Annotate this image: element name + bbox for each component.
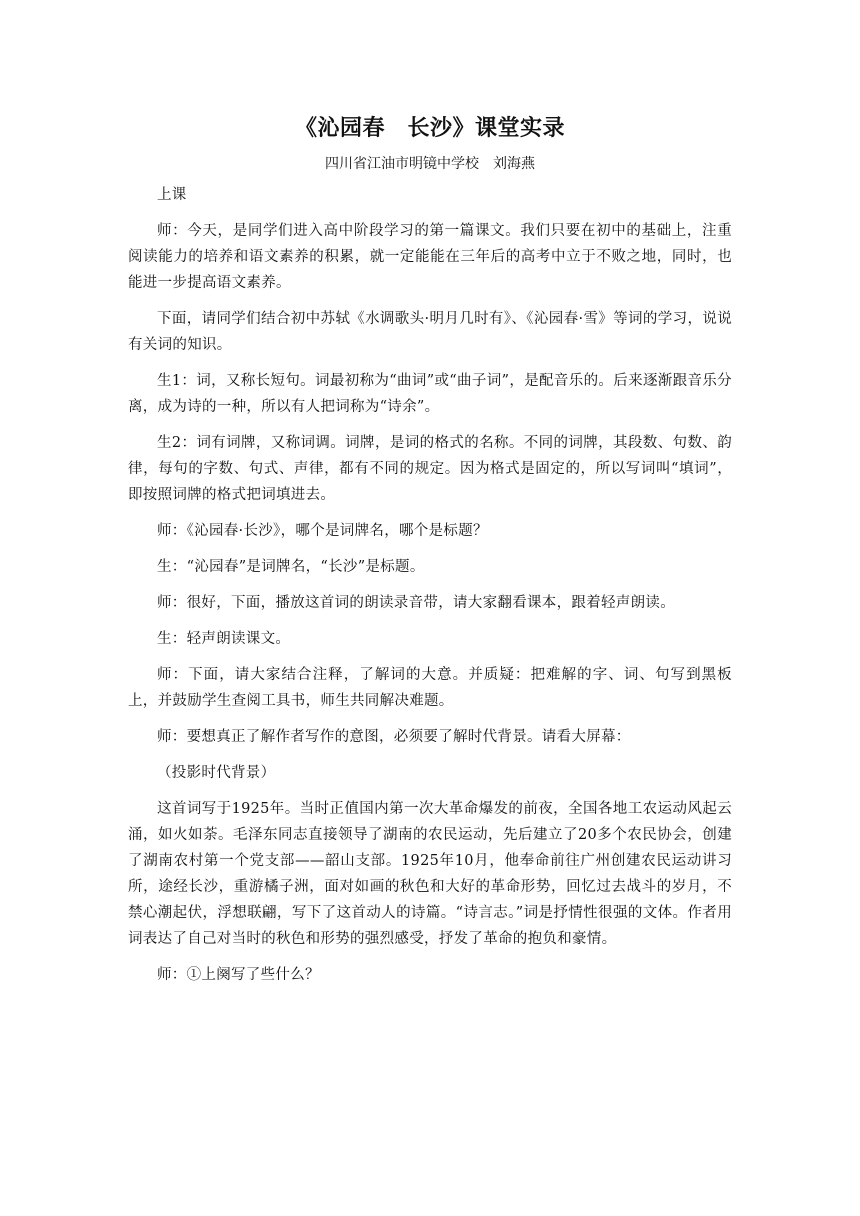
paragraph-teacher-question: 师：《沁园春·长沙》，哪个是词牌名，哪个是标题？ — [157, 523, 488, 539]
paragraph-teacher-upper-stanza: 师：①上阕写了些什么？ — [157, 967, 320, 983]
paragraph-historical-background: 这首词写于1925年。当时正值国内第一次大革命爆发的前夜，全国各地工农运动风起云涌，如火如荼。毛泽东同志直接领导了湖南的农民运动，先后建立了20多个农民协会，创建了湖南农村第一个党支部——韶山支部。1925年10月，他奉命前往广州创建农民运动讲习所，途经长沙，重游橘子洲，面对如画的秋色和大好的革命形势，回忆过去战斗的岁月，不禁心潮起伏，浮想联翩，写下了这首动人的诗篇。“诗言志。”词是抒情性很强的文体。作者用词表达了自己对当时的秋色和形势的强烈感受，抒发了革命的抱负和豪情。 — [128, 801, 732, 947]
paragraph-student-2: 生2：词有词牌，又称词调。词牌，是词的格式的名称。不同的词牌，其段数、句数、韵律，每句的字数、句式、声律，都有不同的规定。因为格式是固定的，所以写词叫“填词”，即按照词牌的格式把词填进去。 — [128, 435, 732, 503]
paragraph-student-answer: 生：“沁园春”是词牌名，“长沙”是标题。 — [157, 559, 425, 575]
document-author-line: 四川省江油市明镜中学校 刘海燕 — [325, 156, 535, 172]
paragraph-shangke: 上课 — [157, 187, 187, 203]
paragraph-student-reading: 生：轻声朗读课文。 — [157, 631, 291, 647]
paragraph-teacher-background: 师：要想真正了解作者写作的意图，必须要了解时代背景。请看大屏幕： — [157, 729, 631, 745]
document-body — [128, 114, 732, 988]
document-title: 《沁园春 长沙》课堂实录 — [294, 116, 565, 141]
paragraph-teacher-annotation: 师：下面，请大家结合注释，了解词的大意。并质疑：把难解的字、词、句写到黑板上，并鼓励学生查阅工具书，师生共同解决难题。 — [128, 667, 732, 709]
paragraph-teacher-recording: 师：很好，下面，播放这首词的朗读录音带，请大家翻看课本，跟着轻声朗读。 — [157, 595, 675, 611]
paragraph-student-1: 生1：词，又称长短句。词最初称为“曲词”或“曲子词”，是配音乐的。后来逐渐跟音乐分离，成为诗的一种，所以有人把词称为“诗余”。 — [128, 373, 732, 415]
paragraph-teacher-intro: 师：今天，是同学们进入高中阶段学习的第一篇课文。我们只要在初中的基础上，注重阅读能力的培养和语文素养的积累，就一定能能在三年后的高考中立于不败之地，同时，也能进一步提高语文素养。 — [128, 223, 732, 291]
paragraph-teacher-task: 下面，请同学们结合初中苏轼《水调歌头·明月几时有》、《沁园春·雪》等词的学习，说说有关词的知识。 — [128, 311, 732, 353]
paragraph-projection-note: （投影时代背景） — [157, 765, 276, 781]
